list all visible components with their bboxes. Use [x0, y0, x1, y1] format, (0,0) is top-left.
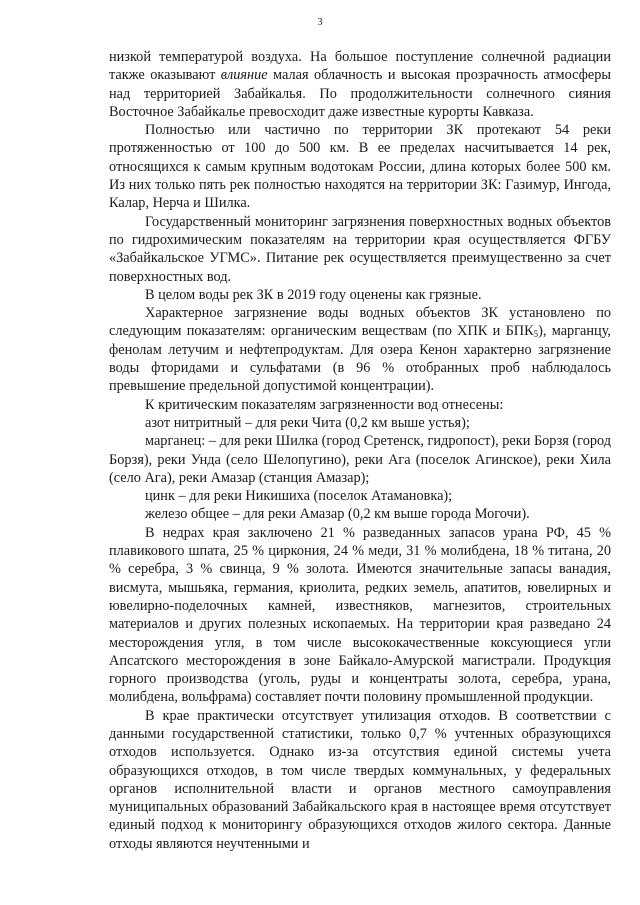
paragraph — [109, 396, 611, 414]
paragraph — [109, 414, 611, 432]
paragraph — [109, 304, 611, 395]
paragraph — [109, 48, 611, 121]
subscript: 5 — [533, 329, 539, 340]
paragraph-text: цинк – для реки Никишиха (поселок Атамановка); — [145, 488, 453, 505]
paragraph-text: низкой температурой воздуха. На большое поступление солнечной радиации также оказывают — [109, 49, 611, 84]
paragraph-text: азот нитритный – для реки Чита (0,2 км выше устья); — [145, 414, 470, 431]
paragraph-text: В недрах края заключено 21 % разведанных запасов урана РФ, 45 % плавикового шпата, 25 % циркония, 24 % меди, 31 % молибдена, 18 % титана, 20 % серебра, 3 % свинца, 9 % золота. Имеются значительные запасы ванадия, висмута, мышьяка, германия, криолита, редких земель, апатитов, ювелирных и ювелирно-поделочных камней, известняков, магнезитов, строительных материалов и других полезных ископаемых. На территории края разведано 24 месторождения угля, в том числе высококачественные коксующиеся угли Апсатского месторождения в зоне Байкало-Амурской магистрали. Продукция горного производства (уголь, руды и концентраты золота, серебра, урана, молибдена, вольфрама) составляет почти половину промышленной продукции. — [109, 524, 611, 706]
paragraph-text: Характерное загрязнение воды водных объектов ЗК установлено по следующим показателям: органическим веществам (по ХПК и БПК — [109, 305, 611, 340]
paragraph — [109, 524, 611, 707]
paragraph-text: железо общее – для реки Амазар (0,2 км выше города Могочи). — [145, 506, 530, 523]
paragraph — [109, 121, 611, 212]
paragraph-text: Государственный мониторинг загрязнения поверхностных водных объектов по гидрохимическим показателям на территории края осуществляется ФГБУ «Забайкальское УГМС». Питание рек осуществляется преимущественно за счет поверхностных вод. — [109, 213, 611, 285]
paragraph — [109, 487, 611, 505]
body-text — [109, 48, 611, 853]
paragraph-text: К критическим показателям загрязненности вод отнесены: — [145, 396, 504, 413]
paragraph-text: Полностью или частично по территории ЗК протекают 54 реки протяженностью от 100 до 500 км. В ее пределах насчитывается 14 рек, относящихся к самым крупным водотокам России, длина которых более 500 км. Из них только пять рек полностью находятся на территории ЗК: Газимур, Ингода, Калар, Нерча и Шилка. — [109, 122, 611, 212]
paragraph-text: ), марганцу, фенолам летучим и нефтепродуктам. Для озера Кенон характерно загрязнение воды фторидами и сульфатами (в 96 % отобранных проб наблюдалось превышение предельной допустимой концентрации). — [109, 323, 611, 395]
paragraph-text: В крае практически отсутствует утилизация отходов. В соответствии с данными государственной статистики, только 0,7 % учтенных образующихся отходов используется. Однако из-за отсутствия единой системы учета образующихся отходов, в том числе твердых коммунальных, у федеральных органов исполнительной власти и органов местного самоуправления муниципальных образований Забайкальского края в настоящее время отсутствует единый подход к мониторингу образующихся отходов жилого сектора. Данные отходы являются неучтенными и — [109, 707, 611, 852]
paragraph-text: В целом воды рек ЗК в 2019 году оценены как грязные. — [145, 286, 482, 303]
paragraph — [109, 286, 611, 304]
paragraph — [109, 707, 611, 853]
page-number: 3 — [317, 17, 323, 28]
paragraph — [109, 213, 611, 286]
paragraph-text: марганец: – для реки Шилка (город Сретенск, гидропост), реки Борзя (город Борзя), реки Унда (село Шелопугино), реки Ага (поселок Агинское), реки Хила (село Ага), реки Амазар (станция Амазар); — [109, 433, 611, 486]
paragraph-text: малая облачность и высокая прозрачность атмосферы над территорией Забайкалья. По продолжительности солнечного сияния Восточное Забайкалье превосходит даже известные курорты Кавказа. — [109, 67, 611, 120]
italic-text: влияние — [220, 67, 268, 84]
paragraph — [109, 505, 611, 523]
paragraph — [109, 432, 611, 487]
